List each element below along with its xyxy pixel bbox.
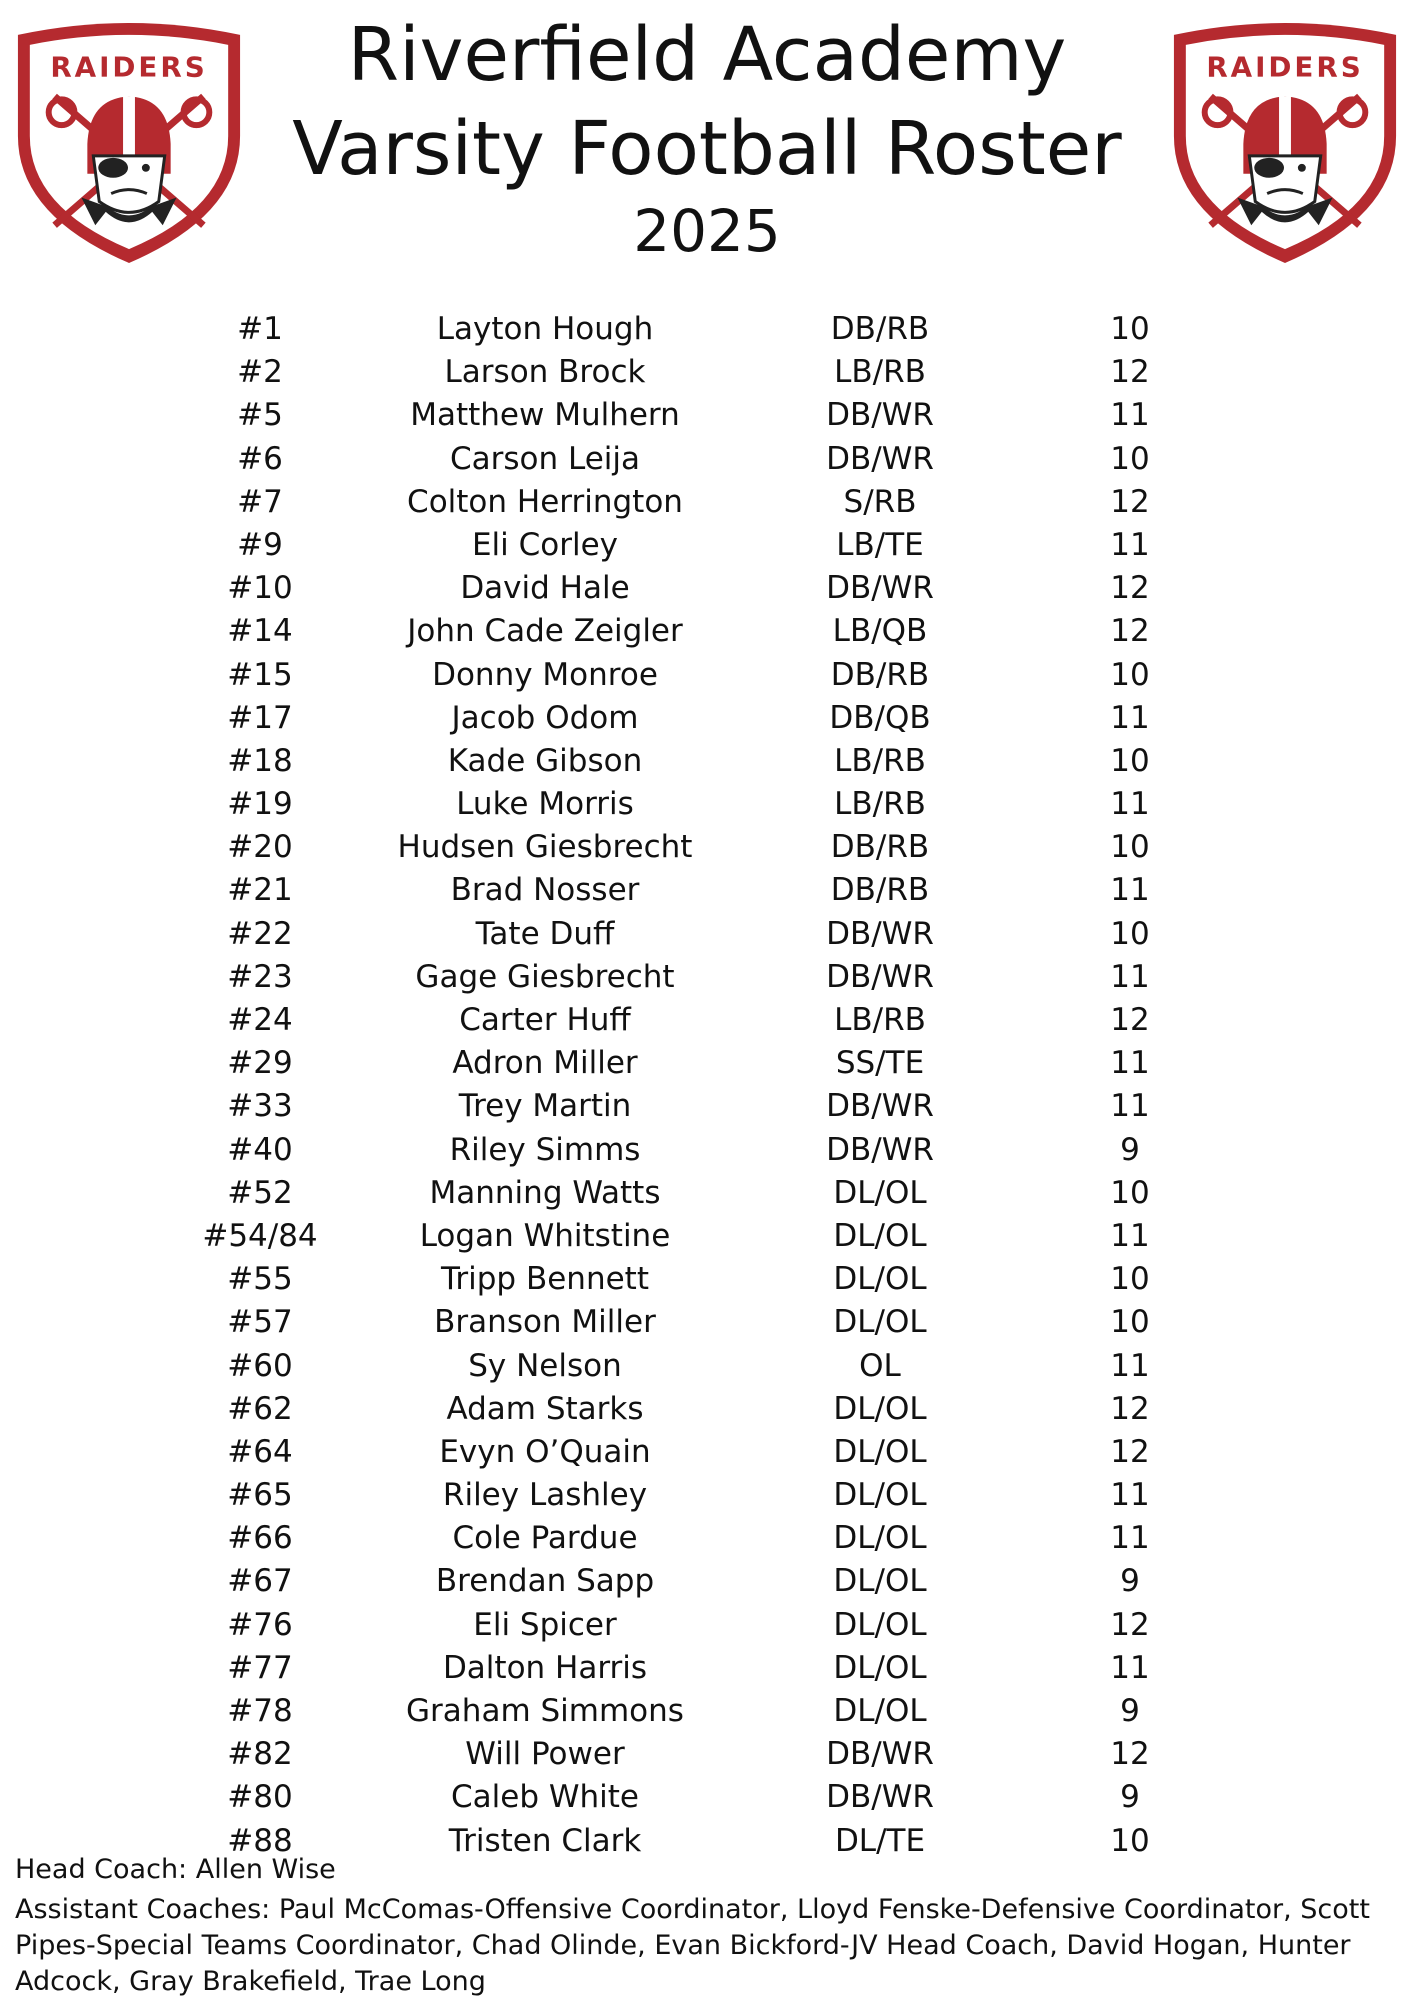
- player-grade: 12: [1110, 1390, 1150, 1427]
- player-grade: 11: [1110, 1477, 1150, 1514]
- player-grade: 11: [1110, 958, 1150, 995]
- player-number: #78: [227, 1693, 293, 1729]
- roster-row: [0, 1474, 1414, 1517]
- player-number: #33: [227, 1088, 293, 1125]
- player-name: Brad Nosser: [450, 872, 640, 909]
- player-grade: 10: [1110, 1261, 1150, 1298]
- player-name: Caleb White: [451, 1779, 639, 1816]
- player-position: DB/RB: [830, 656, 930, 693]
- player-grade: 11: [1110, 1347, 1150, 1384]
- player-number: #62: [227, 1390, 293, 1427]
- roster-row: [0, 1085, 1414, 1128]
- player-name: Adron Miller: [452, 1045, 638, 1082]
- player-number: #66: [227, 1520, 293, 1557]
- player-grade: 11: [1110, 699, 1150, 736]
- head-coach: Head Coach: Allen Wise: [15, 1854, 336, 1885]
- player-name: Cole Pardue: [452, 1520, 638, 1557]
- player-grade: 12: [1110, 1736, 1150, 1773]
- player-name: Gage Giesbrecht: [415, 958, 675, 995]
- player-number: #10: [227, 570, 293, 607]
- player-number: #24: [227, 1002, 293, 1038]
- player-name: Brendan Sapp: [435, 1563, 655, 1600]
- season-year: 2025: [633, 197, 781, 265]
- roster-row: [0, 999, 1414, 1042]
- player-name: Riley Simms: [449, 1131, 641, 1168]
- player-position: DL/OL: [833, 1649, 927, 1686]
- player-position: DL/OL: [833, 1477, 927, 1514]
- player-grade: 10: [1110, 656, 1150, 693]
- roster-row: [0, 826, 1414, 869]
- player-position: DL/OL: [833, 1563, 927, 1600]
- player-position: DB/WR: [826, 1736, 934, 1773]
- roster-row: [0, 1215, 1414, 1258]
- roster-row: [0, 956, 1414, 999]
- player-number: #64: [227, 1433, 293, 1470]
- player-grade: 12: [1110, 1606, 1150, 1643]
- player-number: #80: [227, 1779, 293, 1816]
- player-grade: 10: [1110, 311, 1150, 347]
- player-name: Jacob Odom: [451, 699, 639, 736]
- player-name: Logan Whitstine: [419, 1217, 671, 1254]
- roster-row: [0, 567, 1414, 610]
- player-grade: 10: [1110, 1174, 1150, 1211]
- player-number: #21: [227, 872, 293, 909]
- player-name: Colton Herrington: [407, 483, 683, 520]
- player-name: Kade Gibson: [447, 742, 643, 779]
- player-number: #5: [237, 397, 283, 434]
- player-number: #76: [227, 1606, 293, 1643]
- player-position: DL/OL: [833, 1390, 927, 1427]
- roster-row: [0, 1129, 1414, 1172]
- player-name: Graham Simmons: [406, 1693, 684, 1729]
- roster-list: [0, 308, 1414, 1863]
- player-position: DB/WR: [826, 958, 934, 995]
- player-number: #82: [227, 1736, 293, 1773]
- player-grade: 11: [1110, 1649, 1150, 1686]
- player-name: Hudsen Giesbrecht: [397, 829, 693, 866]
- player-grade: 11: [1110, 1520, 1150, 1557]
- roster-row: [0, 438, 1414, 481]
- player-grade: 11: [1110, 397, 1150, 434]
- player-name: Sy Nelson: [468, 1347, 622, 1384]
- roster-row: [0, 783, 1414, 826]
- player-grade: 11: [1110, 526, 1150, 563]
- player-name: Adam Starks: [446, 1390, 644, 1427]
- player-number: #88: [227, 1822, 293, 1859]
- player-name: Tate Duff: [475, 915, 615, 952]
- roster-row: [0, 1042, 1414, 1085]
- player-position: LB/RB: [834, 354, 926, 391]
- player-grade: 9: [1120, 1779, 1140, 1816]
- player-position: DB/WR: [826, 570, 934, 607]
- player-position: DB/WR: [826, 397, 934, 434]
- player-position: DB/WR: [826, 915, 934, 952]
- player-name: Riley Lashley: [442, 1477, 648, 1514]
- player-position: LB/QB: [832, 613, 928, 650]
- player-name: Tripp Bennett: [441, 1261, 649, 1298]
- roster-row: [0, 740, 1414, 783]
- player-name: Trey Martin: [458, 1088, 632, 1125]
- player-number: #60: [227, 1347, 293, 1384]
- player-number: #19: [227, 786, 293, 823]
- roster-row: [0, 869, 1414, 912]
- player-number: #23: [227, 958, 293, 995]
- roster-row: [0, 1301, 1414, 1344]
- player-position: DL/OL: [833, 1693, 927, 1729]
- roster-row: [0, 1388, 1414, 1431]
- raiders-logo-text: RAIDERS: [1206, 50, 1364, 84]
- player-position: DL/OL: [833, 1520, 927, 1557]
- player-name: Larson Brock: [444, 354, 646, 391]
- roster-row: [0, 1690, 1414, 1733]
- player-position: DB/RB: [830, 872, 930, 909]
- player-number: #14: [227, 613, 293, 650]
- player-name: Tristen Clark: [448, 1822, 642, 1859]
- raiders-logo-text: RAIDERS: [50, 50, 208, 84]
- player-grade: 11: [1110, 1045, 1150, 1082]
- player-position: DL/OL: [833, 1174, 927, 1211]
- player-position: DB/WR: [826, 1131, 934, 1168]
- player-name: Evyn O’Quain: [439, 1433, 651, 1470]
- player-grade: 10: [1110, 915, 1150, 952]
- roster-row: [0, 1258, 1414, 1301]
- player-grade: 12: [1110, 613, 1150, 650]
- player-grade: 11: [1110, 872, 1150, 909]
- player-number: #20: [227, 829, 293, 866]
- player-name: David Hale: [460, 570, 630, 607]
- roster-row: [0, 481, 1414, 524]
- roster-row: [0, 1604, 1414, 1647]
- player-position: LB/TE: [836, 526, 924, 563]
- player-number: #40: [227, 1131, 293, 1168]
- player-position: DL/OL: [833, 1606, 927, 1643]
- player-position: SS/TE: [835, 1045, 925, 1082]
- player-number: #15: [227, 656, 293, 693]
- player-number: #54/84: [202, 1217, 318, 1254]
- player-grade: 10: [1110, 742, 1150, 779]
- player-position: DB/WR: [826, 1779, 934, 1816]
- roster-row: [0, 1345, 1414, 1388]
- player-grade: 9: [1120, 1563, 1140, 1600]
- player-number: #18: [227, 742, 293, 779]
- roster-row: [0, 1560, 1414, 1603]
- player-name: Eli Corley: [471, 526, 619, 563]
- roster-row: [0, 1517, 1414, 1560]
- player-position: DB/RB: [830, 311, 930, 347]
- player-name: Carson Leija: [449, 440, 641, 477]
- player-grade: 12: [1110, 570, 1150, 607]
- player-number: #6: [237, 440, 283, 477]
- roster-row: [0, 308, 1414, 351]
- player-position: OL: [859, 1347, 901, 1384]
- player-name: Dalton Harris: [442, 1649, 648, 1686]
- player-position: DB/WR: [826, 1088, 934, 1125]
- player-number: #77: [227, 1649, 293, 1686]
- player-number: #65: [227, 1477, 293, 1514]
- player-number: #57: [227, 1304, 293, 1341]
- player-number: #67: [227, 1563, 293, 1600]
- roster-row: [0, 1172, 1414, 1215]
- player-position: LB/RB: [834, 742, 926, 779]
- player-name: Layton Hough: [436, 311, 654, 347]
- player-grade: 11: [1110, 1088, 1150, 1125]
- player-grade: 12: [1110, 1002, 1150, 1038]
- player-position: DL/TE: [834, 1822, 926, 1859]
- player-name: Will Power: [465, 1736, 625, 1773]
- player-position: LB/RB: [834, 1002, 926, 1038]
- player-grade: 12: [1110, 1433, 1150, 1470]
- player-grade: 11: [1110, 786, 1150, 823]
- player-name: Manning Watts: [429, 1174, 661, 1211]
- roster-row: [0, 610, 1414, 653]
- roster-row: [0, 1431, 1414, 1474]
- player-grade: 9: [1120, 1131, 1140, 1168]
- roster-row: [0, 1776, 1414, 1819]
- roster-row: [0, 524, 1414, 567]
- roster-row: [0, 1733, 1414, 1776]
- player-name: Eli Spicer: [473, 1606, 617, 1643]
- player-name: Donny Monroe: [432, 656, 658, 693]
- player-grade: 11: [1110, 1217, 1150, 1254]
- player-number: #9: [237, 526, 283, 563]
- roster-row: [0, 394, 1414, 437]
- player-name: John Cade Zeigler: [407, 613, 683, 650]
- assistant-coaches: Assistant Coaches: Paul McComas-Offensive Coordinator, Lloyd Fenske-Defensive Coordinator, Scott Pipes-Special Teams Coordinator, Chad Olinde, Evan Bickford-JV Head Coach, David Hogan, Hunter Adcock, Gray Brakefield, Trae Long: [15, 1894, 1370, 1997]
- player-name: Matthew Mulhern: [410, 397, 680, 434]
- player-number: #29: [227, 1045, 293, 1082]
- player-grade: 12: [1110, 354, 1150, 391]
- player-position: DL/OL: [833, 1261, 927, 1298]
- player-position: S/RB: [843, 483, 917, 520]
- player-grade: 9: [1120, 1693, 1140, 1729]
- roster-row: [0, 697, 1414, 740]
- player-grade: 10: [1110, 440, 1150, 477]
- player-name: Branson Miller: [434, 1304, 656, 1341]
- roster-row: [0, 913, 1414, 956]
- school-name: Riverfield Academy: [347, 12, 1067, 98]
- player-number: #1: [237, 311, 283, 347]
- player-number: #7: [237, 483, 283, 520]
- roster-row: [0, 654, 1414, 697]
- player-grade: 10: [1110, 829, 1150, 866]
- player-position: DB/WR: [826, 440, 934, 477]
- player-position: DL/OL: [833, 1304, 927, 1341]
- player-number: #55: [227, 1261, 293, 1298]
- player-number: #17: [227, 699, 293, 736]
- roster-title: Varsity Football Roster: [292, 106, 1122, 192]
- player-position: DL/OL: [833, 1433, 927, 1470]
- roster-row: [0, 351, 1414, 394]
- player-number: #2: [237, 354, 283, 391]
- player-position: DL/OL: [833, 1217, 927, 1254]
- player-name: Luke Morris: [456, 786, 634, 823]
- player-grade: 10: [1110, 1304, 1150, 1341]
- player-name: Carter Huff: [459, 1002, 631, 1038]
- roster-row: [0, 1647, 1414, 1690]
- player-grade: 10: [1110, 1822, 1150, 1859]
- player-grade: 12: [1110, 483, 1150, 520]
- player-position: LB/RB: [834, 786, 926, 823]
- player-position: DB/QB: [829, 699, 931, 736]
- player-number: #22: [227, 915, 293, 952]
- player-position: DB/RB: [830, 829, 930, 866]
- player-number: #52: [227, 1174, 293, 1211]
